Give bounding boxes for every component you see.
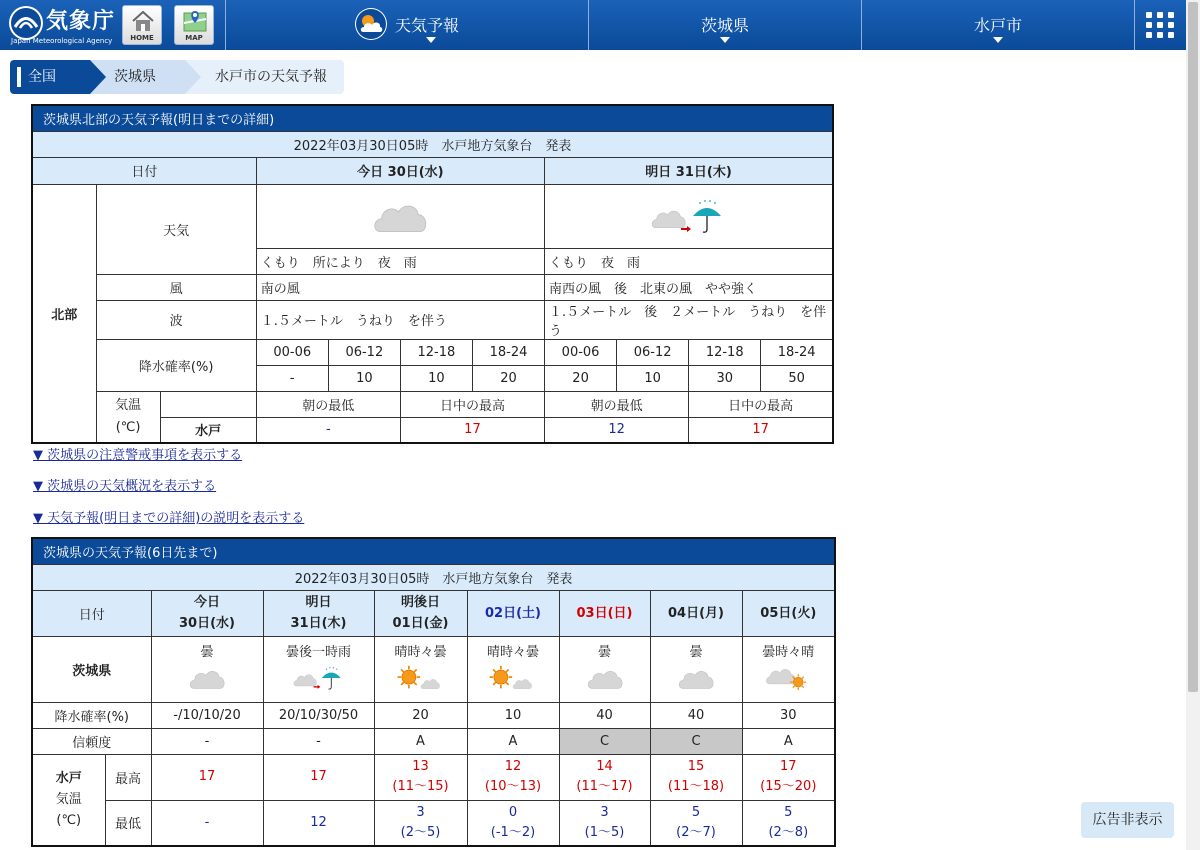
breadcrumb-national[interactable] xyxy=(10,60,90,94)
weekly-temp-text: 気温 xyxy=(55,792,82,808)
weekly-forecast-table xyxy=(31,537,836,847)
max-temp-value: 17 xyxy=(780,759,797,774)
max-temp-value: 17 xyxy=(198,769,216,784)
wave-today: １.５メートル うねり を伴う xyxy=(256,300,544,339)
weather-icon-today xyxy=(256,184,544,248)
day-header xyxy=(151,590,263,636)
day-pop: 20 xyxy=(374,702,467,728)
today-max-temp: 17 xyxy=(400,417,544,443)
temp-unit: (℃) xyxy=(115,419,141,435)
weather-text-today: くもり 所により 夜 雨 xyxy=(256,248,544,274)
cloud-icon xyxy=(152,663,263,695)
pop-value: 10 xyxy=(400,365,472,391)
day-header xyxy=(559,590,650,636)
breadcrumb-arrow xyxy=(90,60,106,94)
cloud-then-rain-icon xyxy=(649,194,729,238)
header-divider xyxy=(225,0,226,50)
weekly-issued: 2022年03月30日05時 水戸地方気象台 発表 xyxy=(32,564,835,590)
chevron-down-icon xyxy=(993,37,1003,43)
logo-title[interactable]: 気象庁 xyxy=(46,9,116,34)
pop-hour: 12-18 xyxy=(400,339,472,365)
sun-cloud-icon xyxy=(375,663,467,695)
cloud-icon xyxy=(651,663,742,695)
max-label: 日中の最高 xyxy=(400,391,544,417)
day-pop: 20/10/30/50 xyxy=(263,702,374,728)
day-pop: -/10/10/20 xyxy=(151,702,263,728)
breadcrumb-label: 水戸市の天気予報 xyxy=(215,69,327,85)
temp-label xyxy=(96,391,160,443)
day-header xyxy=(467,590,559,636)
day-weather xyxy=(559,636,650,702)
nav-forecast[interactable] xyxy=(355,0,505,50)
pop-hour: 18-24 xyxy=(472,339,544,365)
empty-cell xyxy=(160,391,256,417)
wind-label: 風 xyxy=(96,274,256,300)
max-temp-range: (11～17) xyxy=(576,779,633,794)
day-weather xyxy=(263,636,374,702)
day-name: 02日(土) xyxy=(485,605,541,621)
day-reliability: C xyxy=(559,728,650,754)
day-max-temp xyxy=(559,754,650,800)
cloud-sun-icon xyxy=(743,663,835,695)
map-icon xyxy=(183,10,207,32)
day-max-temp xyxy=(650,754,742,800)
reliability-label: 信頼度 xyxy=(32,728,151,754)
day-weather xyxy=(742,636,835,702)
day-max-temp xyxy=(467,754,559,800)
weather-label: 天気 xyxy=(96,184,256,274)
breadcrumb-label: 茨城県 xyxy=(114,69,156,85)
wind-tomorrow: 南西の風 後 北東の風 やや強く xyxy=(545,274,833,300)
vertical-scrollbar[interactable] xyxy=(1186,0,1200,850)
toggle-overview-link[interactable]: ▼ 茨城県の天気概況を表示する xyxy=(33,479,217,494)
max-temp-range: (11～18) xyxy=(667,779,725,794)
pop-value: 20 xyxy=(545,365,617,391)
pop-value: 20 xyxy=(472,365,544,391)
weekly-pop-label: 降水確率(%) xyxy=(32,702,151,728)
day-reliability: C xyxy=(650,728,742,754)
breadcrumb-label: 全国 xyxy=(28,69,56,85)
wave-tomorrow: １.５メートル 後 ２メートル うねり を伴う xyxy=(545,300,833,339)
map-label: MAP xyxy=(185,34,203,42)
min-temp-range: (2～8) xyxy=(768,824,809,840)
day-weather-text: 曇 xyxy=(689,645,703,660)
min-temp-value: 5 xyxy=(691,804,701,820)
max-temp-value: 15 xyxy=(687,759,705,774)
day-weather-text: 曇 xyxy=(597,645,611,660)
top-header xyxy=(0,0,1186,50)
min-label: 朝の最低 xyxy=(256,391,400,417)
day-weather xyxy=(374,636,467,702)
pop-value: 10 xyxy=(617,365,689,391)
nav-forecast-label: 天気予報 xyxy=(395,16,460,35)
toggle-warnings-link[interactable]: ▼ 茨城県の注意警戒事項を表示する xyxy=(33,448,243,463)
weekly-station: 水戸 xyxy=(55,771,82,787)
max-temp-value: 13 xyxy=(412,759,429,774)
max-label: 日中の最高 xyxy=(689,391,833,417)
wave-label: 波 xyxy=(96,300,256,339)
day-name: 05日(火) xyxy=(760,605,817,621)
max-temp-label: 最高 xyxy=(105,754,151,800)
min-temp-range: (-1～2) xyxy=(490,824,536,840)
min-temp-value: 5 xyxy=(784,804,793,820)
day-max-temp xyxy=(151,754,263,800)
today-min-temp: - xyxy=(256,417,400,443)
date-label: 日付 xyxy=(32,157,256,184)
weather-text-tomorrow: くもり 夜 雨 xyxy=(545,248,833,274)
day-date: 31日(木) xyxy=(290,616,347,631)
min-temp-range: (2～5) xyxy=(400,824,441,840)
pop-label: 降水確率(%) xyxy=(96,339,256,391)
tomorrow-min-temp: 12 xyxy=(545,417,689,443)
station-label: 水戸 xyxy=(160,417,256,443)
day-header xyxy=(742,590,835,636)
day-pop: 40 xyxy=(559,702,650,728)
cloud-then-rain-icon xyxy=(264,663,374,695)
breadcrumb-city xyxy=(185,60,344,94)
pop-value: 30 xyxy=(689,365,761,391)
pop-hour: 00-06 xyxy=(545,339,617,365)
min-temp-value: 0 xyxy=(508,804,518,820)
pop-hour: 06-12 xyxy=(617,339,689,365)
chevron-down-icon xyxy=(426,37,436,43)
nav-prefecture-label: 茨城県 xyxy=(700,16,749,35)
day-min-temp xyxy=(374,800,467,846)
day-header xyxy=(650,590,742,636)
pop-value: 50 xyxy=(761,365,833,391)
min-temp-value: 12 xyxy=(310,814,327,830)
day-date: 01日(金) xyxy=(392,616,449,631)
min-temp-value: - xyxy=(204,814,210,830)
day-weather-text: 晴時々曇 xyxy=(486,645,539,660)
min-label: 朝の最低 xyxy=(545,391,689,417)
hide-ads-button[interactable]: 広告非表示 xyxy=(1081,802,1174,838)
pop-hour: 18-24 xyxy=(761,339,833,365)
sun-cloud-icon xyxy=(468,663,559,695)
day-pop: 30 xyxy=(742,702,835,728)
day-weather-text: 曇後一時雨 xyxy=(285,645,351,660)
map-button[interactable] xyxy=(174,5,214,45)
min-temp-value: 3 xyxy=(600,804,609,820)
min-temp-range: (2～7) xyxy=(676,824,716,840)
day-header xyxy=(374,590,467,636)
nav-city-label: 水戸市 xyxy=(973,16,1022,35)
day-name: 明日 xyxy=(305,595,332,610)
detail-forecast-table xyxy=(31,104,834,444)
pop-value: - xyxy=(256,365,328,391)
detail-title: 茨城県北部の天気予報(明日までの詳細) xyxy=(32,105,833,131)
day-reliability: A xyxy=(467,728,559,754)
max-temp-value: 12 xyxy=(504,759,522,774)
weekly-title: 茨城県の天気予報(6日先まで) xyxy=(32,538,835,564)
day-weather-text: 晴時々曇 xyxy=(394,645,447,660)
tomorrow-header: 明日 31日(木) xyxy=(545,157,833,184)
pop-hour: 06-12 xyxy=(328,339,400,365)
cloud-icon xyxy=(560,663,650,695)
max-temp-range: (10～13) xyxy=(484,779,542,794)
cloud-icon xyxy=(370,195,430,237)
day-max-temp xyxy=(374,754,467,800)
day-reliability: A xyxy=(374,728,467,754)
pop-value: 10 xyxy=(328,365,400,391)
scrollbar-thumb[interactable] xyxy=(1188,2,1198,692)
day-name: 04日(月) xyxy=(668,605,724,621)
day-min-temp xyxy=(650,800,742,846)
pop-hour: 12-18 xyxy=(689,339,761,365)
day-pop: 40 xyxy=(650,702,742,728)
nav-city[interactable] xyxy=(862,0,1134,50)
day-reliability: - xyxy=(151,728,263,754)
today-header: 今日 30日(水) xyxy=(256,157,544,184)
day-weather xyxy=(151,636,263,702)
day-min-temp xyxy=(151,800,263,846)
jma-logo-icon[interactable] xyxy=(9,6,43,40)
max-temp-range: (11～15) xyxy=(392,779,449,794)
wind-today: 南の風 xyxy=(256,274,544,300)
day-min-temp xyxy=(742,800,835,846)
temp-label-text: 気温 xyxy=(115,397,142,413)
day-max-temp xyxy=(742,754,835,800)
day-weather xyxy=(467,636,559,702)
day-max-temp xyxy=(263,754,374,800)
day-min-temp xyxy=(467,800,559,846)
max-temp-value: 14 xyxy=(596,759,613,774)
day-pop: 10 xyxy=(467,702,559,728)
day-min-temp xyxy=(263,800,374,846)
logo-subtitle: Japan Meteorological Agency xyxy=(11,37,113,45)
nav-prefecture[interactable] xyxy=(589,0,861,50)
detail-issued: 2022年03月30日05時 水戸地方気象台 発表 xyxy=(32,131,833,157)
weekly-region: 茨城県 xyxy=(32,636,151,702)
day-name: 明後日 xyxy=(400,595,440,610)
day-reliability: - xyxy=(263,728,374,754)
menu-grid-button[interactable] xyxy=(1135,0,1186,50)
day-reliability: A xyxy=(742,728,835,754)
area-label: 北部 xyxy=(32,184,96,443)
tomorrow-max-temp: 17 xyxy=(689,417,833,443)
max-temp-range: (15～20) xyxy=(760,779,817,794)
breadcrumb-arrow xyxy=(185,60,201,94)
home-label: HOME xyxy=(130,34,154,42)
day-weather xyxy=(650,636,742,702)
toggle-explanation-link[interactable]: ▼ 天気予報(明日までの詳細)の説明を表示する xyxy=(33,511,305,526)
day-name: 今日 xyxy=(193,595,220,610)
day-weather-text: 曇 xyxy=(200,645,214,660)
max-temp-value: 17 xyxy=(310,769,327,784)
day-date: 30日(水) xyxy=(179,616,235,631)
weekly-date-label: 日付 xyxy=(32,590,151,636)
day-name: 03日(日) xyxy=(576,605,633,621)
forecast-icon xyxy=(355,8,387,40)
day-min-temp xyxy=(559,800,650,846)
weekly-temp-unit: (℃) xyxy=(56,813,82,829)
pop-hour: 00-06 xyxy=(256,339,328,365)
min-temp-range: (1～5) xyxy=(584,824,625,840)
day-weather-text: 曇時々晴 xyxy=(762,645,815,660)
weekly-temp-label xyxy=(32,754,105,846)
chevron-down-icon xyxy=(720,37,730,43)
home-button[interactable] xyxy=(122,5,162,45)
min-temp-value: 3 xyxy=(416,804,425,820)
home-icon xyxy=(131,10,155,32)
weather-icon-tomorrow xyxy=(545,184,833,248)
min-temp-label: 最低 xyxy=(105,800,151,846)
day-header xyxy=(263,590,374,636)
